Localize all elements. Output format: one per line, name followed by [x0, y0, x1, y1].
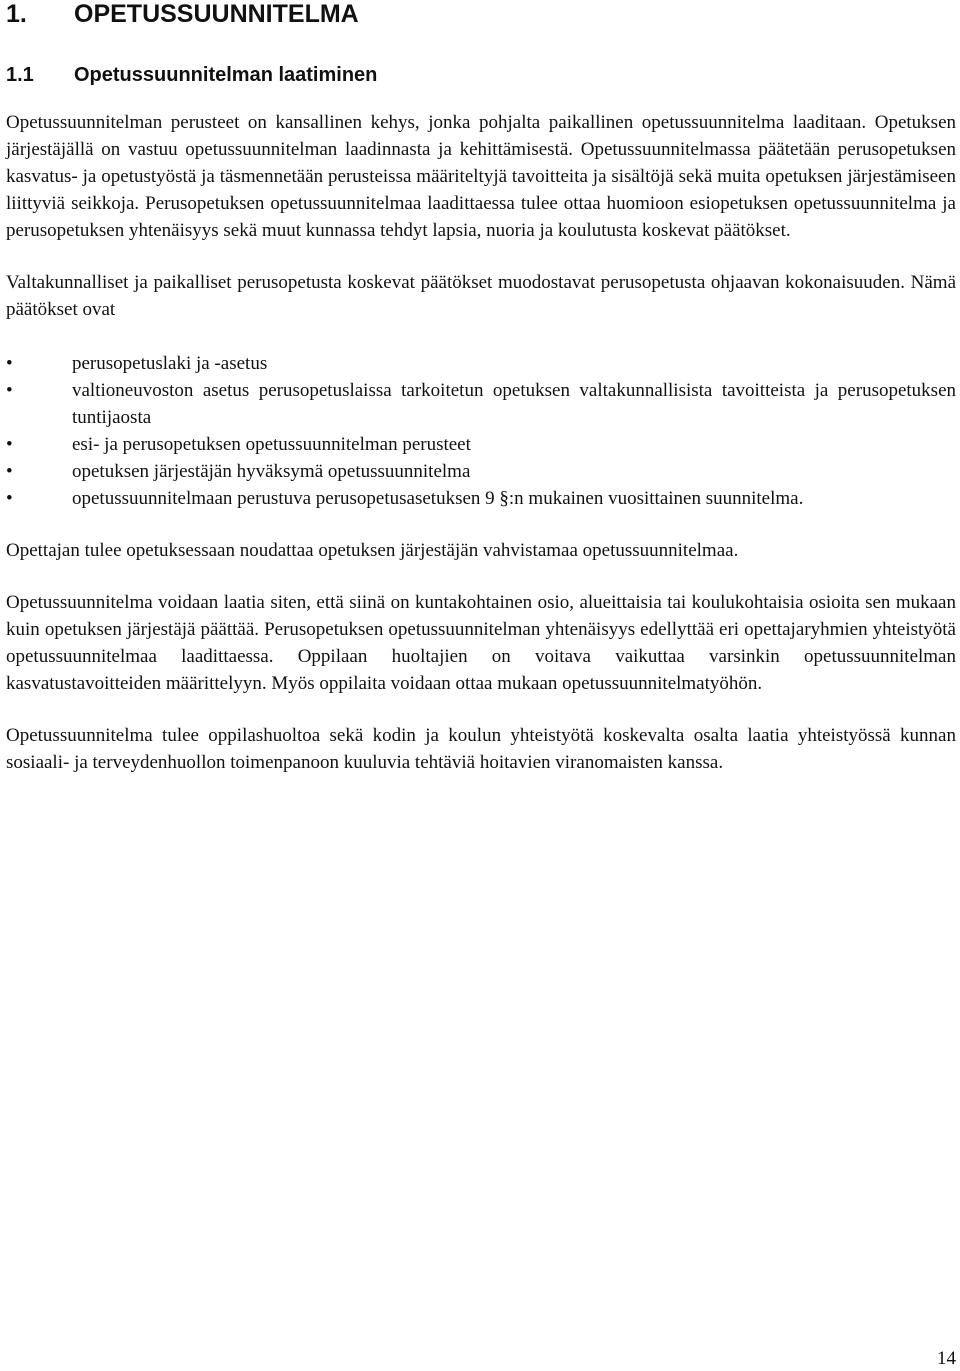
list-item [6, 431, 956, 458]
document-page [6, 0, 956, 776]
bullet-icon: • [6, 461, 13, 482]
list-item-text: opetussuunnitelmaan perustuva perusopetusasetuksen 9 §:n mukainen vuosittainen suunnitelma. [72, 488, 804, 509]
list-item-text: valtioneuvoston asetus perusopetuslaissa tarkoitetun opetuksen valtakunnallisista tavoitteista ja perusopetuksen tuntijaosta [72, 380, 956, 428]
bullet-icon: • [6, 380, 13, 401]
paragraph-student-welfare: Opetussuunnitelma tulee oppilashuoltoa sekä kodin ja koulun yhteistyötä koskevalta osalta laatia yhteistyössä kunnan sosiaali- ja terveydenhuollon toimenpanoon kuuluvia tehtäviä hoitavien viranomaisten kanssa. [6, 725, 956, 773]
paragraph-decisions: Valtakunnalliset ja paikalliset perusopetusta koskevat päätökset muodostavat perusopetusta ohjaavan kokonaisuuden. Nämä päätökset ovat [6, 272, 956, 320]
bullet-icon: • [6, 488, 13, 509]
list-item [6, 377, 956, 431]
section-heading [6, 62, 956, 88]
list-item-text: esi- ja perusopetuksen opetussuunnitelman perusteet [72, 434, 471, 455]
bullet-icon: • [6, 353, 13, 374]
decisions-list [6, 350, 956, 512]
chapter-title: OPETUSSUUNNITELMA [74, 0, 359, 28]
bullet-icon: • [6, 434, 13, 455]
section-number: 1.1 [6, 64, 34, 86]
chapter-number: 1. [6, 0, 27, 28]
paragraph-intro: Opetussuunnitelman perusteet on kansallinen kehys, jonka pohjalta paikallinen opetussuunnitelma laaditaan. Opetuksen järjestäjällä on vastuu opetussuunnitelman laadinnasta ja kehittämisestä. Opetussuunnitelmassa päätetään perusopetuksen kasvatus- ja opetustyöstä ja täsmennetään perusteissa määriteltyjä tavoitteita ja sisältöjä sekä muita opetuksen järjestämiseen liittyviä seikkoja. Perusopetuksen opetussuunnitelmaa laadittaessa tulee ottaa huomioon esiopetuksen opetussuunnitelma ja perusopetuksen yhtenäisyys sekä muut kunnassa tehdyt lapsia, nuoria ja koulutusta koskevat päätökset. [6, 112, 956, 241]
list-item [6, 458, 956, 485]
list-item [6, 350, 956, 377]
chapter-heading [6, 0, 956, 28]
paragraph-curriculum-sections: Opetussuunnitelma voidaan laatia siten, että siinä on kuntakohtainen osio, alueittaisia tai koulukohtaisia osioita sen mukaan kuin opetuksen järjestäjä päättää. Perusopetuksen opetussuunnitelman yhtenäisyys edellyttää eri opettajaryhmien yhteistyötä opetussuunnitelmaa laadittaessa. Oppilaan huoltajien on voitava vaikuttaa varsinkin opetussuunnitelman kasvatustavoitteiden määrittelyyn. Myös oppilaita voidaan ottaa mukaan opetussuunnitelmatyöhön. [6, 592, 956, 694]
list-item-text: opetuksen järjestäjän hyväksymä opetussuunnitelma [72, 461, 471, 482]
page-number: 14 [937, 1348, 956, 1369]
paragraph-teacher: Opettajan tulee opetuksessaan noudattaa opetuksen järjestäjän vahvistamaa opetussuunnitelmaa. [6, 540, 739, 561]
list-item [6, 485, 956, 512]
list-item-text: perusopetuslaki ja -asetus [72, 353, 268, 374]
section-title: Opetussuunnitelman laatiminen [74, 64, 378, 86]
